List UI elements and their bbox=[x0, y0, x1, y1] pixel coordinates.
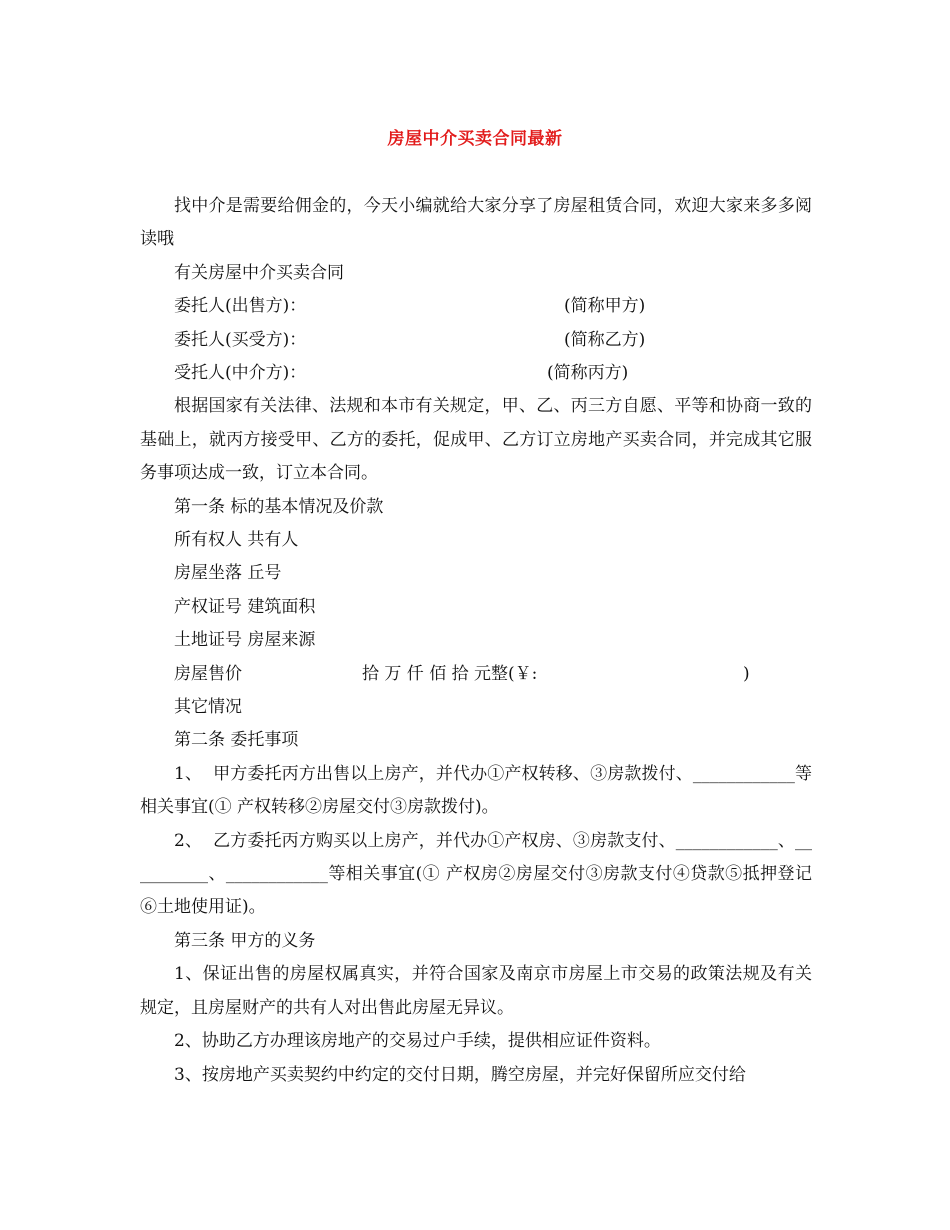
party-row-buyer bbox=[140, 324, 812, 357]
party-row-seller bbox=[140, 290, 812, 323]
contract-heading: 有关房屋中介买卖合同 bbox=[174, 262, 344, 283]
document-title: 房屋中介买卖合同最新 bbox=[387, 129, 563, 149]
article-1-line: 产权证号 建筑面积 bbox=[174, 596, 316, 617]
party-abbr: (简称甲方) bbox=[564, 296, 646, 317]
preamble-paragraph: 根据国家有关法律、法规和本市有关规定，甲、乙、丙三方自愿、平等和协商一致的基础上，就丙方接受甲、乙方的委托，促成甲、乙方订立房地产买卖合同，并完成其它服务事项达成一致，订立本合同。 bbox=[140, 396, 812, 484]
party-abbr: (简称乙方) bbox=[564, 329, 646, 350]
article-2-item-1: 1、 甲方委托丙方出售以上房产，并代办①产权转移、③房款拨付、____________等相关事宜(① 产权转移②房屋交付③房款拨付)。 bbox=[140, 763, 812, 818]
intro-paragraph: 找中介是需要给佣金的，今天小编就给大家分享了房屋租赁合同，欢迎大家来多多阅读哦 bbox=[140, 196, 812, 250]
price-row bbox=[140, 658, 812, 691]
article-1-title: 第一条 标的基本情况及价款 bbox=[174, 496, 384, 517]
price-units: 拾 万 仟 佰 拾 元整(￥: bbox=[362, 663, 538, 684]
article-2-title: 第二条 委托事项 bbox=[174, 730, 299, 751]
party-label: 委托人(出售方)： bbox=[174, 296, 307, 317]
article-2-item-2: 2、 乙方委托丙方购买以上房产，并代办①产权房、③房款支付、____________、__________、____________等相关事宜(① 产权房②房屋交付③房款支付④贷款⑤抵押登记⑥土地使用证)。 bbox=[140, 830, 812, 918]
article-1-line: 所有权人 共有人 bbox=[174, 530, 299, 551]
article-1-line: 房屋坐落 丘号 bbox=[174, 563, 282, 584]
article-3-item-2: 2、协助乙方办理该房地产的交易过户手续，提供相应证件资料。 bbox=[174, 1031, 661, 1052]
party-row-agent bbox=[140, 357, 812, 390]
article-1-line: 土地证号 房屋来源 bbox=[174, 630, 316, 651]
party-label: 受托人(中介方)： bbox=[174, 363, 307, 383]
article-3-item-3: 3、按房地产买卖契约中约定的交付日期，腾空房屋，并完好保留所应交付给 bbox=[174, 1064, 746, 1085]
price-close: ) bbox=[743, 663, 750, 684]
document-body bbox=[140, 190, 812, 1092]
price-label: 房屋售价 bbox=[174, 663, 242, 684]
party-abbr: (简称丙方) bbox=[547, 363, 629, 383]
party-label: 委托人(买受方)： bbox=[174, 329, 307, 350]
article-3-title: 第三条 甲方的义务 bbox=[174, 930, 316, 951]
article-3-item-1: 1、保证出售的房屋权属真实，并符合国家及南京市房屋上市交易的政策法规及有关规定，且房屋财产的共有人对出售此房屋无异议。 bbox=[140, 964, 812, 1018]
other-conditions: 其它情况 bbox=[174, 697, 242, 718]
